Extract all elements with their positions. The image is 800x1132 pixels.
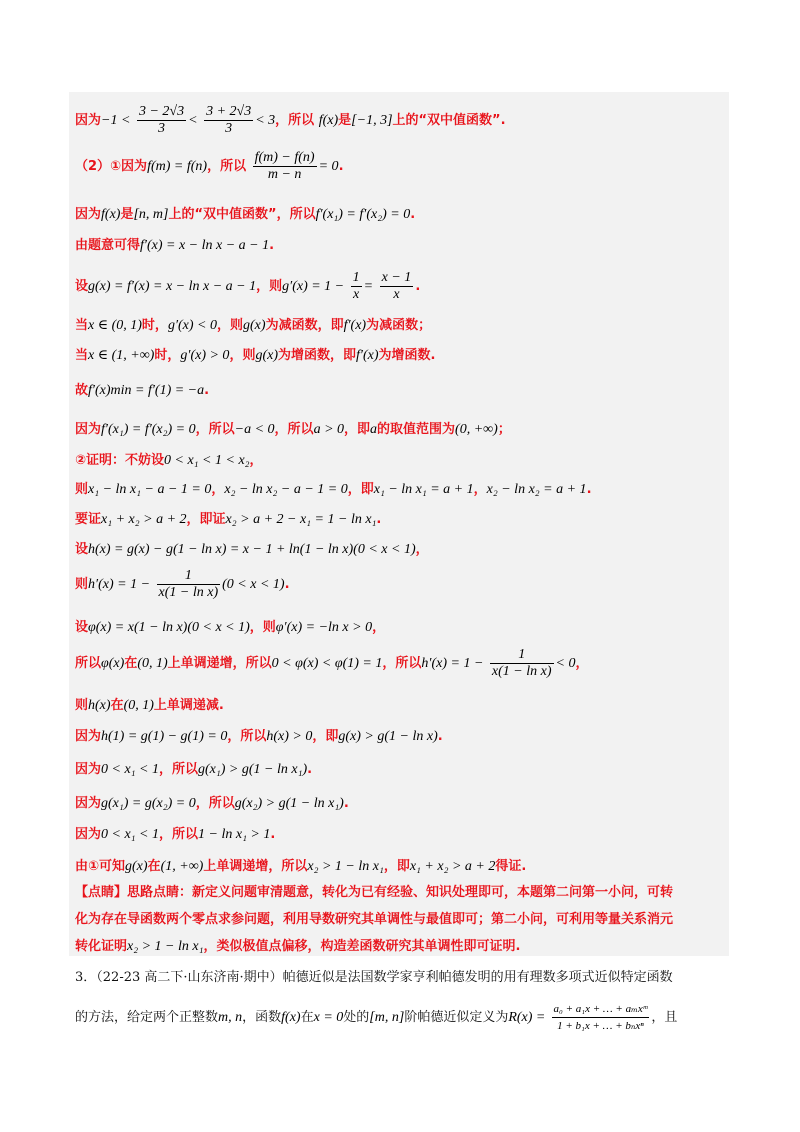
solution-line-18: [75, 725, 443, 745]
solution-line-4: [75, 234, 274, 254]
solution-line-14: [75, 568, 290, 601]
text: .: [586, 482, 592, 497]
numerator: 3 + 2√3: [206, 104, 252, 119]
fraction: [204, 104, 253, 137]
math: f(x): [101, 207, 121, 222]
text: 由①可知: [75, 859, 126, 874]
text: 设: [75, 620, 89, 635]
denominator: x: [393, 287, 400, 302]
text: ，即: [344, 422, 371, 437]
math: φ(x): [101, 656, 125, 671]
text: ，则: [229, 348, 256, 363]
math: g′(x) = 1 −: [282, 279, 345, 294]
solution-line-21: [75, 823, 275, 843]
comment-line-2: [75, 908, 673, 927]
text: 当: [75, 348, 89, 363]
text: ，即: [312, 729, 339, 744]
text: 是: [338, 113, 352, 128]
text: 由题意可得: [75, 238, 141, 253]
math: (0, 1): [137, 656, 168, 671]
math: g(x₁) > g(1 − ln x₁): [198, 762, 308, 777]
numerator: f(m) − f(n): [254, 150, 315, 165]
math: x₁ − ln x₁ = a + 1: [373, 482, 474, 497]
text: ②证明：不妨设: [75, 453, 165, 468]
numerator: 3 − 2√3: [138, 104, 185, 119]
text: 为减函数，即: [265, 318, 344, 333]
math: [−1, 3]: [351, 113, 393, 128]
math: x₁ + x₂ > a + 2: [101, 512, 187, 527]
comment-line-1: [75, 881, 673, 900]
question-text: ，且: [651, 1010, 678, 1025]
text: 因为: [75, 113, 102, 128]
denominator: x(1 − ln x): [158, 585, 219, 600]
solution-line-20: [75, 792, 349, 812]
math: g(x): [255, 348, 278, 363]
text: 上的“双中值函数”.: [392, 113, 506, 128]
math: <: [188, 113, 198, 128]
text: 则: [75, 577, 89, 592]
math: f′(x): [343, 318, 367, 333]
text: .: [437, 729, 443, 744]
math: [m, n]: [369, 1010, 405, 1025]
math: g′(x) > 0: [180, 348, 230, 363]
question-text: 的方法，给定两个正整数: [75, 1010, 219, 1025]
math: x ∈ (0, 1): [88, 318, 142, 333]
text: 上的“双中值函数”，所以: [168, 207, 316, 222]
math: −a < 0: [234, 422, 275, 437]
solution-line-3: [75, 203, 415, 223]
math: f′(x) = x − ln x − a − 1: [140, 238, 270, 253]
math: x₂ − ln x₂ = a + 1: [486, 482, 587, 497]
numerator: 1: [352, 270, 360, 285]
solution-line-1: [75, 104, 506, 137]
question-text: 阶帕德近似定义为: [404, 1010, 509, 1025]
text: ，则: [217, 318, 244, 333]
math: x ∈ (1, +∞): [88, 348, 155, 363]
solution-line-10: [75, 449, 263, 469]
math: h(1) = g(1) − g(1) = 0: [101, 729, 228, 744]
text: 因为: [75, 827, 102, 842]
math: f(x): [318, 113, 339, 128]
question-3-line-1: [75, 966, 673, 985]
solution-line-16: [75, 647, 588, 680]
math: φ(x) = x(1 − ln x)(0 < x < 1): [88, 620, 250, 635]
text: 上单调递增，所以: [167, 656, 272, 671]
numerator: a₀ + a₁x + … + aₘxᵐ: [552, 1001, 650, 1018]
denominator: x(1 − ln x): [491, 664, 552, 679]
numerator: 1: [157, 568, 221, 585]
text: ，: [473, 482, 487, 497]
math: a > 0: [313, 422, 345, 437]
math: φ′(x) = −ln x > 0: [275, 620, 373, 635]
math: 0 < φ(x) < φ(1) = 1: [271, 656, 383, 671]
comment-text: ，类似极值点偏移，构造差函数研究其单调性即可证明.: [203, 939, 521, 954]
text: 为增函数，即: [278, 348, 357, 363]
numerator: 1: [490, 647, 554, 664]
text: 在: [147, 859, 161, 874]
text: 上单调递减.: [153, 698, 224, 713]
text: 因为: [75, 762, 102, 777]
text: ，所以: [207, 159, 247, 174]
comment-text: 化为存在导函数两个零点求参问题，利用导数研究其单调性与最值即可；第二小问，可利用等量关系消元: [75, 912, 674, 927]
text: .: [204, 383, 210, 398]
math: x₁ − ln x₁ − a − 1 = 0: [88, 482, 212, 497]
text: 则: [75, 698, 89, 713]
math: [n, m]: [133, 207, 169, 222]
text: .: [269, 238, 275, 253]
math: x₂ − ln x₂ − a − 1 = 0: [224, 482, 348, 497]
text: ，则: [256, 279, 283, 294]
math: g(x₂) > g(1 − ln x₁): [234, 796, 344, 811]
solution-line-15: [75, 616, 385, 636]
text: ，即: [347, 482, 374, 497]
math: x = 0: [313, 1010, 344, 1025]
solution-line-8: [75, 379, 209, 399]
math: h′(x) = 1 −: [421, 656, 484, 671]
math: g(x) = f′(x) = x − ln x − a − 1: [88, 279, 257, 294]
math: x₂ > 1 − ln x₁: [127, 939, 204, 954]
solution-line-19: [75, 758, 312, 778]
text: 因为: [75, 207, 102, 222]
text: 在: [110, 698, 124, 713]
question-text: ，函数: [242, 1010, 282, 1025]
text: ，所以: [382, 656, 422, 671]
text: 上单调递增，所以: [203, 859, 308, 874]
text: ，即: [383, 859, 410, 874]
math: f(m) = f(n): [147, 159, 208, 174]
fraction: [552, 1001, 650, 1034]
math: f′(x)min = f′(1) = −a: [88, 383, 205, 398]
text: ；: [497, 422, 511, 437]
question-3-line-2: [75, 1001, 677, 1034]
denominator: 3: [225, 121, 233, 136]
comment-text: 思路点睛：新定义问题审清题意，转化为已有经验、知识处理即可，本题第二问第一小问，可转: [127, 885, 674, 900]
math: x₂ > 1 − ln x₁: [307, 859, 384, 874]
text: 为减函数；: [366, 318, 432, 333]
math: x₁ + x₂ > a + 2: [409, 859, 496, 874]
math: g(x): [125, 859, 148, 874]
text: ，所以: [274, 422, 314, 437]
fraction: [137, 104, 186, 137]
math: f(x): [281, 1010, 301, 1025]
math: h(x): [88, 698, 111, 713]
solution-line-6: [75, 314, 431, 334]
math: < 0: [555, 656, 576, 671]
text: ，所以: [159, 762, 199, 777]
math: 0 < x₁ < 1: [101, 762, 159, 777]
solution-line-7: [75, 344, 435, 364]
text: .: [270, 827, 276, 842]
text: .: [338, 159, 344, 174]
solution-line-13: [75, 538, 429, 558]
question-text: 3．（22-23 高二下·山东济南·期中）帕德近似是法国数学家亨利帕德发明的用有理数多项式近似特定函数: [75, 970, 673, 985]
text: 故: [75, 383, 89, 398]
math: f′(x₁) = f′(x₂) = 0: [101, 422, 196, 437]
math: g(x) > g(1 − ln x): [338, 729, 438, 744]
math: −1 <: [101, 113, 131, 128]
math: 0 < x₁ < 1 < x₂: [164, 453, 250, 468]
text: .: [376, 512, 382, 527]
math: x₂ > a + 2 − x₁ = 1 − ln x₁: [225, 512, 377, 527]
text: .: [307, 762, 313, 777]
text: 在: [124, 656, 138, 671]
question-text: 处的: [343, 1010, 370, 1025]
math: R(x) =: [508, 1010, 546, 1025]
math: (0, +∞): [455, 422, 498, 437]
denominator: 1 + b₁x + … + bₙxⁿ: [557, 1020, 644, 1032]
text: 当: [75, 318, 89, 333]
math: h(x) = g(x) − g(1 − ln x) = x − 1 + ln(1 − ln x)(0 < x < 1): [88, 542, 416, 557]
math: f′(x₁) = f′(x₂) = 0: [315, 207, 411, 222]
solution-line-9: [75, 418, 511, 438]
denominator: m − n: [267, 167, 302, 182]
math: =: [363, 279, 374, 294]
math: f′(x): [356, 348, 379, 363]
text: ，则: [249, 620, 276, 635]
text: ，即证: [186, 512, 226, 527]
text: .: [284, 577, 290, 592]
comment-tag: 【点睛】: [75, 885, 128, 900]
fraction: [351, 270, 362, 303]
text: 时，: [141, 318, 168, 333]
math: (0 < x < 1): [222, 577, 285, 592]
comment-text: 转化证明: [75, 939, 128, 954]
solution-line-2: [75, 150, 344, 183]
text: （2）①因为: [75, 159, 148, 174]
math: < 3: [255, 113, 276, 128]
text: ，所以: [275, 113, 315, 128]
text: 时，: [154, 348, 181, 363]
text: 为增函数.: [378, 348, 436, 363]
text: 设: [75, 279, 89, 294]
text: 所以: [75, 656, 102, 671]
comment-line-3: [75, 935, 520, 955]
solution-line-11: [75, 478, 592, 498]
text: 则: [75, 482, 89, 497]
text: 是: [120, 207, 134, 222]
denominator: x: [353, 287, 360, 302]
math: m, n: [218, 1010, 243, 1025]
text: .: [343, 796, 349, 811]
solution-line-22: [75, 855, 526, 875]
text: ，: [372, 620, 386, 635]
math: (0, 1): [123, 698, 154, 713]
text: 因为: [75, 422, 102, 437]
math: h(x) > 0: [266, 729, 313, 744]
fraction: [490, 647, 554, 680]
solution-line-5: [75, 270, 420, 303]
math: 1 − ln x₁ > 1: [198, 827, 271, 842]
fraction: [253, 150, 317, 183]
math: = 0: [318, 159, 339, 174]
question-text: 在: [300, 1010, 314, 1025]
text: ，所以: [227, 729, 267, 744]
text: 得证.: [495, 859, 527, 874]
text: .: [410, 207, 416, 222]
math: g(x₁) = g(x₂) = 0: [101, 796, 196, 811]
math: a: [370, 422, 378, 437]
solution-line-12: [75, 508, 381, 528]
text: ，: [575, 656, 589, 671]
text: 因为: [75, 729, 102, 744]
text: ，所以: [159, 827, 199, 842]
math: 0 < x₁ < 1: [101, 827, 159, 842]
text: ，: [249, 453, 263, 468]
text: ，所以: [195, 422, 235, 437]
text: ，: [415, 542, 429, 557]
text: ，所以: [195, 796, 235, 811]
solution-line-17: [75, 694, 224, 714]
math: g′(x) < 0: [167, 318, 217, 333]
numerator: x − 1: [381, 270, 412, 285]
math: h′(x) = 1 −: [88, 577, 151, 592]
math: (1, +∞): [160, 859, 204, 874]
fraction: [380, 270, 414, 303]
math: g(x): [243, 318, 266, 333]
text: 因为: [75, 796, 102, 811]
text: 要证: [75, 512, 102, 527]
text: 设: [75, 542, 89, 557]
fraction: [157, 568, 221, 601]
text: ，: [211, 482, 225, 497]
text: 的取值范围为: [377, 422, 456, 437]
denominator: 3: [158, 121, 166, 136]
text: .: [415, 279, 421, 294]
